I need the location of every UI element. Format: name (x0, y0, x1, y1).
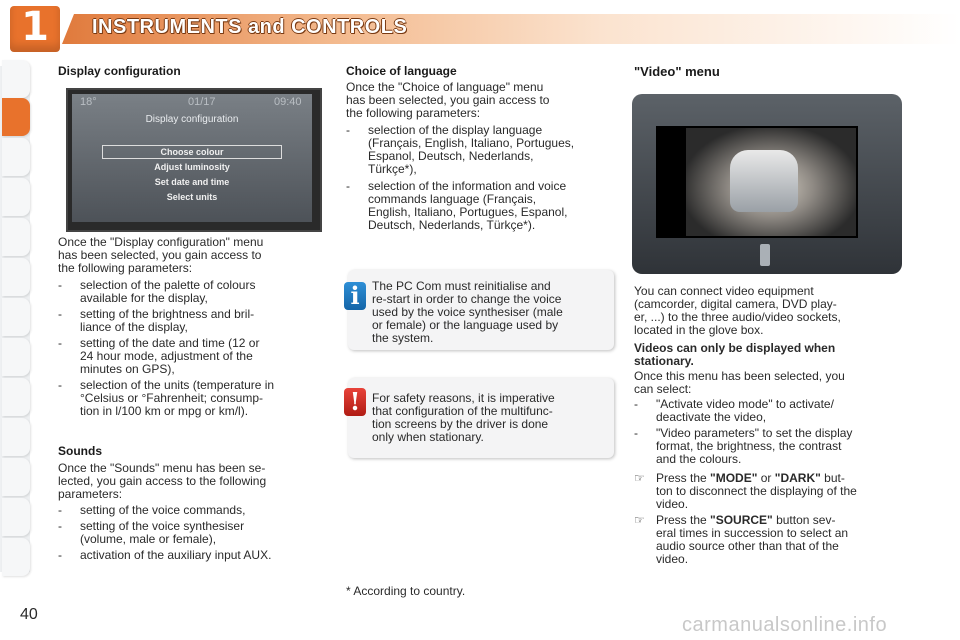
video-stationary-note (634, 342, 904, 368)
info-icon: i (344, 282, 366, 310)
video-intro (634, 285, 904, 337)
list-item: - "Video parameters" to set the display format, the brightness, the contrast and the colours. (634, 426, 853, 466)
screen-menu-title: Display configuration (145, 114, 239, 125)
text-line: can select: (634, 382, 692, 396)
screen-time: 09:40 (274, 96, 302, 108)
side-tab[interactable] (2, 258, 30, 296)
side-tab[interactable] (2, 458, 30, 496)
screen-date: 01/17 (188, 96, 216, 108)
text-line: Once the "Display configuration" menu (58, 235, 264, 249)
video-options-list (634, 398, 904, 466)
info-text (372, 280, 606, 345)
list-item: ☞ Press the "MODE" or "DARK" but- ton to disconnect the displaying of the video. (634, 471, 857, 511)
screen-menu-item: Set date and time (154, 177, 230, 187)
text-line: Once the "Sounds" menu has been se- (58, 461, 266, 475)
display-config-intro (58, 236, 326, 275)
side-tab[interactable] (2, 538, 30, 576)
car-image (730, 150, 798, 212)
screen-temperature: 18° (80, 96, 97, 108)
device-button (760, 244, 770, 266)
pointer-icon: ☞ (634, 471, 645, 485)
list-item: - setting of the brightness and bril- liance of the display, (58, 307, 255, 334)
list-item: ☞ Press the "SOURCE" button sev- eral times in succession to select an audio source other than that of the video. (634, 513, 849, 566)
warning-icon: ! (344, 388, 366, 416)
language-list (346, 124, 616, 232)
side-tab[interactable] (2, 218, 30, 256)
list-item: - selection of the display language (Français, English, Italiano, Portugues, Espanol, Deutsch, Nederlands, Türkçe*), (346, 123, 575, 176)
text-line: tion screens by the driver is done (372, 417, 549, 431)
press-source-instruction (634, 514, 904, 566)
list-item: - selection of the palette of colours available for the display, (58, 278, 256, 305)
text-line: or female) or the language used by (372, 318, 559, 332)
list-item: - activation of the auxiliary input AUX. (58, 548, 272, 562)
list-item: - setting of the voice commands, (58, 503, 246, 517)
footnote: * According to country. (346, 584, 466, 598)
text-line: (camcorder, digital camera, DVD play- (634, 297, 837, 311)
text-line: Videos can only be displayed when (634, 341, 836, 355)
sounds-list (58, 504, 326, 562)
pointer-icon: ☞ (634, 513, 645, 527)
text-line: re-start in order to change the voice (372, 292, 562, 306)
sounds-heading: Sounds (58, 444, 102, 458)
page-title: INSTRUMENTS and CONTROLS (92, 16, 408, 38)
display-config-heading: Display configuration (58, 64, 181, 78)
side-tab[interactable] (2, 298, 30, 336)
text-line: the following parameters: (58, 261, 193, 275)
text-line: the system. (372, 331, 434, 345)
text-line: The PC Com must reinitialise and (372, 279, 551, 293)
list-item: - "Activate video mode" to activate/ deactivate the video, (634, 397, 834, 424)
side-tab[interactable] (2, 178, 30, 216)
side-tab[interactable] (2, 338, 30, 376)
chapter-number: 1 (21, 4, 49, 50)
text-line: er, ...) to the three audio/video sockets, (634, 310, 841, 324)
text-line: parameters: (58, 487, 123, 501)
screen-menu-item: Adjust luminosity (154, 162, 230, 172)
side-tab[interactable] (2, 138, 30, 176)
side-tab[interactable] (2, 418, 30, 456)
text-line: Once the "Choice of language" menu (346, 80, 544, 94)
text-line: that configuration of the multifunc- (372, 404, 553, 418)
side-tab[interactable] (2, 378, 30, 416)
watermark: carmanualsonline.info (682, 614, 888, 636)
warning-text (372, 392, 606, 444)
screen-menu-item: Choose colour (160, 147, 224, 157)
page-number: 40 (20, 606, 38, 623)
language-intro (346, 81, 616, 120)
text-line: Once this menu has been selected, you (634, 369, 845, 383)
list-item: - selection of the units (temperature in °Celsius or °Fahrenheit; consump- tion in l/100 km or mpg or km/l). (58, 378, 275, 418)
text-line: only when stationary. (372, 430, 484, 444)
text-line: For safety reasons, it is imperative (372, 391, 555, 405)
text-line: used by the voice synthesiser (male (372, 305, 563, 319)
text-line: the following parameters: (346, 106, 481, 120)
list-item: - setting of the date and time (12 or 24 hour mode, adjustment of the minutes on GPS), (58, 336, 260, 376)
list-item: - selection of the information and voice commands language (Français, English, Italiano, Portugues, Espanol, Deutsch, Nederlands, Türkçe*). (346, 179, 568, 232)
list-item: - setting of the voice synthesiser (volume, male or female), (58, 519, 245, 546)
press-mode-instruction (634, 472, 904, 511)
text-line: lected, you gain access to the following (58, 474, 267, 488)
side-tab[interactable] (2, 60, 30, 98)
sounds-intro (58, 462, 326, 501)
screen-menu-item: Select units (166, 192, 218, 202)
text-line: You can connect video equipment (634, 284, 814, 298)
side-tab[interactable] (2, 498, 30, 536)
display-config-list (58, 279, 326, 418)
video-menu-heading: "Video" menu (634, 64, 720, 79)
video-select-intro (634, 370, 904, 396)
text-line: has been selected, you gain access to (346, 93, 550, 107)
language-heading: Choice of language (346, 64, 457, 78)
text-line: has been selected, you gain access to (58, 248, 262, 262)
text-line: stationary. (634, 354, 694, 368)
text-line: located in the glove box. (634, 323, 764, 337)
side-tab-active[interactable] (2, 98, 30, 136)
